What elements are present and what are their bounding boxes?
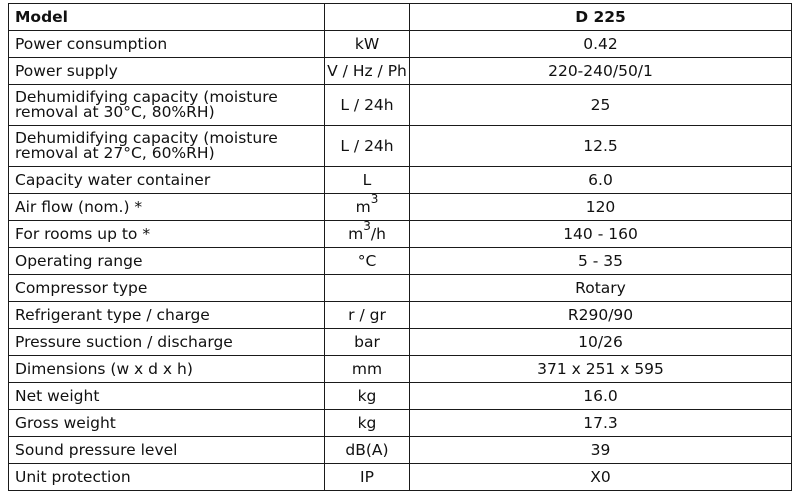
- table-row: [9, 221, 792, 248]
- unit-superscript: 3: [370, 193, 379, 207]
- row-unit: L: [325, 167, 410, 194]
- row-unit: r / gr: [325, 302, 410, 329]
- row-parameter: Net weight: [9, 383, 325, 410]
- row-unit: L / 24h: [325, 85, 410, 126]
- row-parameter: Power supply: [9, 58, 325, 85]
- row-value: 25: [410, 85, 792, 126]
- table-row: [9, 437, 792, 464]
- row-unit: kg: [325, 383, 410, 410]
- table-row: [9, 383, 792, 410]
- row-value: 5 - 35: [410, 248, 792, 275]
- row-parameter: Capacity water container: [9, 167, 325, 194]
- row-value: 16.0: [410, 383, 792, 410]
- table-row: [9, 248, 792, 275]
- row-unit: mm: [325, 356, 410, 383]
- spec-table: [8, 3, 792, 491]
- row-unit: IP: [325, 464, 410, 491]
- table-row: [9, 194, 792, 221]
- row-value: 12.5: [410, 126, 792, 167]
- row-unit: [325, 194, 410, 221]
- row-unit: V / Hz / Ph: [325, 58, 410, 85]
- row-unit: [325, 221, 410, 248]
- row-parameter: Dehumidifying capacity (moisture removal at 30°C, 80%RH): [9, 85, 325, 126]
- table-row: [9, 167, 792, 194]
- row-value: R290/90: [410, 302, 792, 329]
- table-row: [9, 58, 792, 85]
- row-value: X0: [410, 464, 792, 491]
- row-unit: dB(A): [325, 437, 410, 464]
- row-parameter: Refrigerant type / charge: [9, 302, 325, 329]
- row-parameter: Compressor type: [9, 275, 325, 302]
- table-row: [9, 31, 792, 58]
- row-value: 220-240/50/1: [410, 58, 792, 85]
- row-value: 140 - 160: [410, 221, 792, 248]
- row-value: 6.0: [410, 167, 792, 194]
- row-parameter: Gross weight: [9, 410, 325, 437]
- row-parameter: Air flow (nom.) *: [9, 194, 325, 221]
- row-parameter: Dimensions (w x d x h): [9, 356, 325, 383]
- header-unit-cell: [325, 4, 410, 31]
- header-model-value: D 225: [410, 4, 792, 31]
- row-value: 39: [410, 437, 792, 464]
- row-unit: [325, 275, 410, 302]
- header-model-label: Model: [9, 4, 325, 31]
- row-parameter: Unit protection: [9, 464, 325, 491]
- row-value: 371 x 251 x 595: [410, 356, 792, 383]
- unit-base: m: [348, 224, 364, 243]
- row-value: 0.42: [410, 31, 792, 58]
- table-row: [9, 275, 792, 302]
- table-row: [9, 302, 792, 329]
- row-parameter: For rooms up to *: [9, 221, 325, 248]
- unit-suffix: /h: [370, 224, 386, 243]
- row-parameter: Pressure suction / discharge: [9, 329, 325, 356]
- table-row: [9, 85, 792, 126]
- row-parameter: Power consumption: [9, 31, 325, 58]
- row-value: Rotary: [410, 275, 792, 302]
- row-unit: kg: [325, 410, 410, 437]
- table-row: [9, 329, 792, 356]
- table-row: [9, 410, 792, 437]
- row-unit: °C: [325, 248, 410, 275]
- row-value: 120: [410, 194, 792, 221]
- table-row: [9, 126, 792, 167]
- row-value: 10/26: [410, 329, 792, 356]
- row-parameter: Sound pressure level: [9, 437, 325, 464]
- table-header-row: [9, 4, 792, 31]
- row-unit: kW: [325, 31, 410, 58]
- unit-superscript: 3: [363, 220, 371, 234]
- table-row: [9, 356, 792, 383]
- table-row: [9, 464, 792, 491]
- row-unit: L / 24h: [325, 126, 410, 167]
- row-parameter: Operating range: [9, 248, 325, 275]
- row-unit: bar: [325, 329, 410, 356]
- row-value: 17.3: [410, 410, 792, 437]
- unit-base: m: [355, 197, 371, 216]
- row-parameter: Dehumidifying capacity (moisture removal at 27°C, 60%RH): [9, 126, 325, 167]
